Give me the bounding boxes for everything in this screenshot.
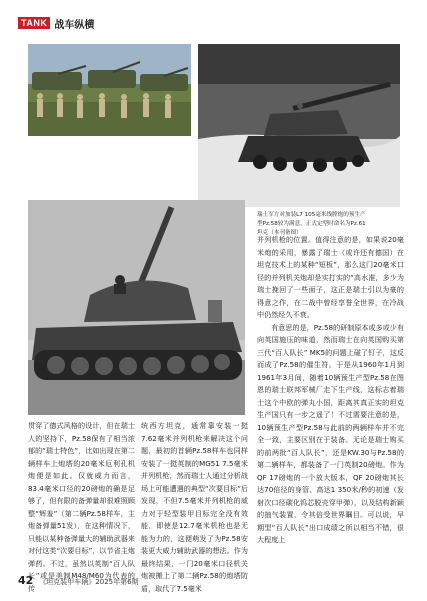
paragraph: 并列机枪的位置。值得注意的是，如果说20毫米炮的采用，暴露了瑞士（或许还有德国）在坦克技术上的某种“短板”，那么这门20毫米口径的并列机关炮却是实打实的“高水准，多少为瑞士挽回了一些面子，这正是瑞士引以为豪的得意之作，在二战中曾经享誉全世界，在冷战中仍然经久不衰。: [257, 235, 404, 319]
caption-line: 坦克（本刊备图）: [257, 230, 302, 236]
paragraph: 统西方坦克，通常靠安装一挺7.62毫米并列机枪来解决这个问题，最初的首辆Pz.58样车也同样安装了一挺英制的MG51 7.5毫米并列机枪，然而瑞士人通过分析战场上可能遭遇的典型“次要目标”后发现，不但7.5毫米并列机枪的威力对于轻型装甲目标完全没有效能，即使是12.7毫米机枪也是无能为力的，这便萌发了为Pz.58安装更大威力辅助武器的想法。作为最终结果，一门20毫米口径机关炮被搬上了第二辆Pz.58的炮塔防盾，取代了7.5毫米: [141, 421, 248, 593]
caption-line: 型Pz.58较为满意，正式定型时命名为Pz.61: [257, 221, 366, 227]
photo-pz58-tank: [28, 200, 245, 415]
issue-label: 《坦克装甲车辆》2025年第6期: [39, 578, 139, 586]
photo-tank-snow: [198, 44, 400, 207]
section-header: [18, 16, 94, 30]
section-title: 战车纵横: [54, 19, 95, 31]
photo-tanks-parade: [28, 44, 191, 136]
text-column-right: [257, 234, 404, 547]
paragraph: 有意思的是，Pz.58的研制原本或多或少有向英国施压的味道，然而瑞士在向英国购买第三代“百人队长” MK5的问题上碰了钉子，这反而成了Pz.58的催生符。于是从1960年1月到1961年3月间，随着10辆预生产型Pz.58在图恩的瑞士联邦军械厂走下生产线，这标志着瑞士这个中欧的弹丸小国，距离其真正实的坦克生产国只有一步之遥了！不过需要注意的是，10辆预生产型Pz.58与此前的两辆样车并不完全一致，主要区别在于装备。无论是瑞士购买的前两批“百人队长”，还是KW.30与Pz.58的第二辆样车，都装备了一门英制20磅炮。作为QF 17磅炮的一个放大版本，QF 20磅炮其长达70倍径的身管、高达1 350米/秒的初速（发射次口径碳化钨芯脱壳穿甲弹），以及结构新颖的抽气装置，令其倍受世界瞩目。可以说，早期型“百人队长”出口成绩之所以相当不错，很大程度上: [257, 322, 404, 544]
caption-line: 瑞士军方对加装L7 105毫米线膛炮的预生产: [257, 212, 366, 218]
paragraph: 贯穿了德式风格的设计，但在瑞士人的坚持下，Pz.58保有了相当浓郁的“瑞士特色”，比如出现在第二辆样车上炮塔的20毫米厄利孔机炮便是如此。仅就威力而言，83.4毫米口径的20磅炮的确是足够了，但有限的备弹量却很难照顾整“辉羞”（第二辆Pz.58样车，主炮备弹量51发），在这种情况下，只能以某种备弹量大的辅助武器来对付这类“次要目标”，以节省主炮弹药。不过，虽然以英制“百人队长”或是美制M48/M60为代表的传: [28, 421, 135, 593]
page-footer: [18, 574, 139, 587]
text-column-middle: [141, 420, 248, 595]
section-badge: TANK: [18, 17, 50, 29]
text-column-left: [28, 420, 135, 595]
page-number: 42: [18, 574, 34, 587]
